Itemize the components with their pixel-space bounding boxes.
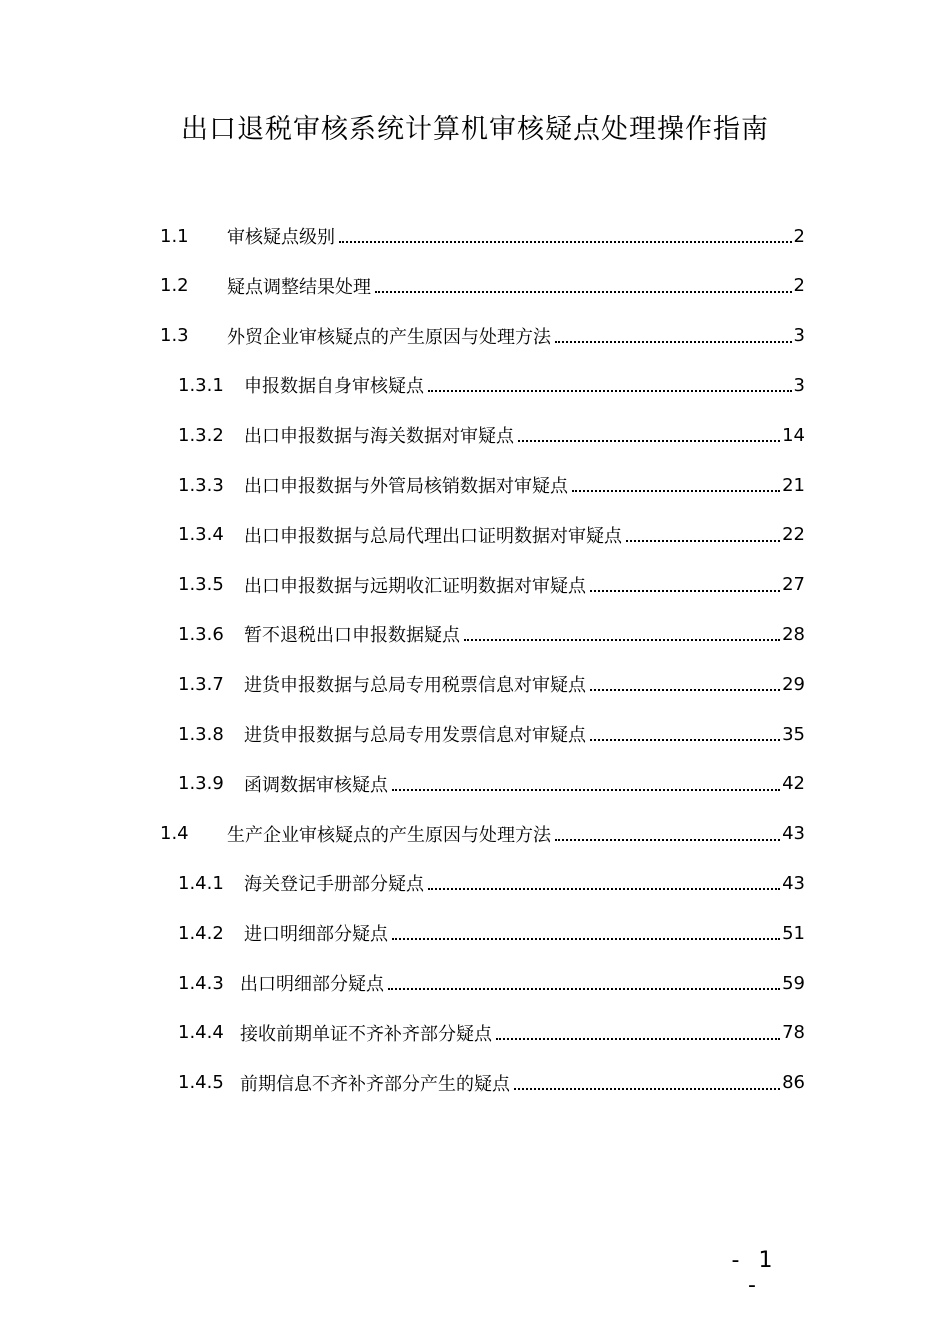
toc-entry-page: 29 xyxy=(782,673,805,695)
toc-entry-page: 27 xyxy=(782,574,805,596)
toc-entry-number: 1.3.8 xyxy=(178,723,224,745)
toc-entry[interactable] xyxy=(160,814,805,854)
page-title: 出口退税审核系统计算机审核疑点处理操作指南 xyxy=(181,114,769,145)
page-number: - 1 - xyxy=(731,1248,779,1298)
toc-dot-leader xyxy=(555,339,792,343)
toc-entry-title: 前期信息不齐补齐部分产生的疑点 xyxy=(240,1073,510,1095)
toc-entry-number: 1.3.1 xyxy=(178,374,224,396)
toc-dot-leader xyxy=(392,936,780,940)
toc-entry-title: 生产企业审核疑点的产生原因与处理方法 xyxy=(227,824,551,846)
toc-dot-leader xyxy=(590,588,780,592)
toc-entry-title: 申报数据自身审核疑点 xyxy=(244,376,424,398)
toc-entry-title: 出口申报数据与总局代理出口证明数据对审疑点 xyxy=(244,525,622,547)
toc-entry-title: 审核疑点级别 xyxy=(227,227,335,248)
toc-entry-number: 1.3 xyxy=(160,325,189,347)
toc-entry-title: 出口申报数据与海关数据对审疑点 xyxy=(244,426,514,448)
toc-entry-number: 1.4.4 xyxy=(178,1022,224,1044)
toc-entry-page: 14 xyxy=(782,424,805,446)
toc-entry-page: 35 xyxy=(782,723,805,745)
toc-dot-leader xyxy=(555,837,780,841)
toc-dot-leader xyxy=(590,737,780,741)
toc-dot-leader xyxy=(518,438,780,442)
toc-entry-number: 1.4.1 xyxy=(178,872,224,894)
toc-entry-page: 28 xyxy=(782,623,805,645)
toc-dot-leader xyxy=(572,488,780,492)
toc-entry-number: 1.2 xyxy=(160,275,189,297)
toc-entry-page: 86 xyxy=(782,1072,805,1094)
toc-entry-number: 1.3.9 xyxy=(178,773,224,795)
toc-entry-number: 1.3.3 xyxy=(178,474,224,496)
toc-entry[interactable] xyxy=(178,614,805,654)
toc-entry-number: 1.4.5 xyxy=(178,1072,224,1094)
toc-dot-leader xyxy=(428,886,780,890)
toc-entry-number: 1.4.2 xyxy=(178,922,224,944)
toc-entry-title: 出口申报数据与外管局核销数据对审疑点 xyxy=(244,476,568,497)
toc-entry[interactable] xyxy=(178,515,805,555)
toc-entry-number: 1.1 xyxy=(160,225,189,247)
toc-entry-page: 3 xyxy=(793,325,805,347)
toc-entry-number: 1.3.5 xyxy=(178,574,224,596)
toc-entry[interactable] xyxy=(160,216,805,256)
toc-dot-leader xyxy=(339,239,792,243)
toc-entry[interactable] xyxy=(160,316,805,356)
toc-dot-leader xyxy=(428,388,792,392)
toc-entry[interactable] xyxy=(178,714,805,754)
toc-entry-title: 出口申报数据与远期收汇证明数据对审疑点 xyxy=(244,575,586,597)
toc-entry-title: 进货申报数据与总局专用发票信息对审疑点 xyxy=(244,725,586,746)
toc-entry[interactable] xyxy=(178,1063,805,1103)
toc-entry[interactable] xyxy=(178,415,805,455)
toc-entry[interactable] xyxy=(160,266,805,306)
toc-entry[interactable] xyxy=(178,963,805,1003)
toc-entry[interactable] xyxy=(178,664,805,704)
toc-entry[interactable] xyxy=(178,863,805,903)
toc-entry-number: 1.4 xyxy=(160,823,189,845)
toc-entry-page: 51 xyxy=(782,922,805,944)
toc-dot-leader xyxy=(514,1086,780,1090)
toc-entry-page: 2 xyxy=(793,225,805,247)
toc-entry[interactable] xyxy=(178,365,805,405)
toc-entry-page: 78 xyxy=(782,1022,805,1044)
toc-entry[interactable] xyxy=(178,565,805,605)
toc-entry-number: 1.3.2 xyxy=(178,424,224,446)
toc-entry-number: 1.3.7 xyxy=(178,673,224,695)
toc-entry-page: 3 xyxy=(793,374,805,396)
toc-entry-title: 函调数据审核疑点 xyxy=(244,774,388,796)
toc-entry[interactable] xyxy=(178,913,805,953)
toc-entry-page: 43 xyxy=(782,872,805,894)
toc-entry-page: 43 xyxy=(782,823,805,845)
toc-entry-title: 海关登记手册部分疑点 xyxy=(244,874,424,896)
toc-dot-leader xyxy=(392,787,780,791)
toc-entry-title: 疑点调整结果处理 xyxy=(227,276,371,298)
toc-dot-leader xyxy=(590,687,780,691)
toc-entry-title: 接收前期单证不齐补齐部分疑点 xyxy=(240,1023,492,1045)
toc-entry-title: 进货申报数据与总局专用税票信息对审疑点 xyxy=(244,675,586,697)
toc-entry-title: 出口明细部分疑点 xyxy=(240,974,384,995)
toc-dot-leader xyxy=(626,538,780,542)
toc-entry-number: 1.3.4 xyxy=(178,524,224,546)
toc-entry-title: 进口明细部分疑点 xyxy=(244,924,388,946)
toc-entry-number: 1.3.6 xyxy=(178,623,224,645)
toc-entry[interactable] xyxy=(178,465,805,505)
toc-entry-page: 21 xyxy=(782,474,805,496)
toc-entry-page: 2 xyxy=(793,275,805,297)
toc-entry-page: 59 xyxy=(782,972,805,994)
toc-dot-leader xyxy=(464,637,780,641)
toc-dot-leader xyxy=(496,1036,780,1040)
toc-dot-leader xyxy=(375,289,792,293)
toc-entry[interactable] xyxy=(178,1013,805,1053)
toc-entry-page: 42 xyxy=(782,773,805,795)
toc-entry-number: 1.4.3 xyxy=(178,972,224,994)
toc-entry-title: 暂不退税出口申报数据疑点 xyxy=(244,625,460,647)
toc-dot-leader xyxy=(388,986,780,990)
toc-entry-title: 外贸企业审核疑点的产生原因与处理方法 xyxy=(227,326,551,348)
toc-entry-page: 22 xyxy=(782,524,805,546)
toc-entry[interactable] xyxy=(178,764,805,804)
